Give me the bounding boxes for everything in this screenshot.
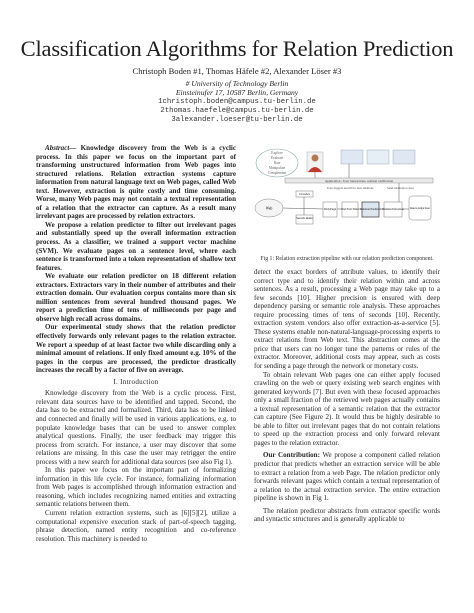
note-user-triggers: User triggers search for new relations xyxy=(327,186,374,190)
contribution-paragraph: Our Contribution: We propose a component called relation predictor that predicts whether an extraction service will be able to extract a relation from a web Page. The relation predictor only forwards relevant pages which contain a textual representation of a relation to the actual extraction service. The entire extraction pipeline is shown in Fig 1. xyxy=(254,451,440,503)
left-column xyxy=(36,144,236,543)
intro-paragraph-2: In this paper we focus on the important part of formalizing information in this life cycle. For instance, formalizing information from Web pages is accomplished through information extraction and reasoning, which includes recognizing named entities and extracting semantic relations between them. xyxy=(36,466,236,509)
right-paragraph-2: To obtain relevant Web pages one can either apply focused crawling on the web or query existing web search engines with generated keywords [7]. But even with these focused approaches only a small fraction of the retrieved web pages actually contains a textual representation of a semantic relation that the extractor can capture (See Figure 2). It would thus be highly desirable to be able to filter out irrelevant pages that do not contain relations to speed up the extraction process and only forward relevant pages to the relation extractor. xyxy=(254,370,440,447)
web-text-filter-label: Web Text Filter xyxy=(341,208,359,211)
cycle-label-complement: Complement xyxy=(267,171,287,175)
user-icon xyxy=(307,152,323,172)
author-email-2: 2thomas.haefele@campus.tu-berlin.de xyxy=(160,107,314,115)
web-page-label: Web Page xyxy=(323,207,337,211)
right-paragraph-4: The relation predictor abstracts from extractor specific words and syntactic structures and is generally applicable to xyxy=(254,506,440,524)
note-send-relations: Send relations to user xyxy=(387,186,414,190)
affiliation-institution: # University of Technology Berlin xyxy=(185,79,289,88)
crawler-label: Crawler xyxy=(299,192,310,197)
application-bar-label: Application / User interactions, relation verification xyxy=(324,178,394,183)
abstract-label: Abstract— xyxy=(45,144,77,152)
intro-paragraph-3: Current relation extraction systems, such as [6][5][2], utilize a computational expensive execution stack of part-of-speech tagging, phrase detection, named entity recognition and co-reference resolution. This machinery is needed to xyxy=(36,508,236,543)
author-email-1: 1christoph.boden@campus.tu-berlin.de xyxy=(158,98,316,106)
cycle-label-evaluate: Evaluate xyxy=(270,156,284,160)
intro-paragraph-1: Knowledge discovery from the Web is a cyclic process. First, relevant data sources have to be identified and tapped. Second, the data has to be extracted and formalized. Third, data has to be linked and connected and finally will be used in various applications, e.g. to populate knowledge bases that can be used to answer complex analytical questions. Finally, the user feedback may trigger this process from scratch. For instance, a user may discover that some relations are missing. In this case the user may retrigger the entire process with a new search for additional data sources (see also Fig 1). xyxy=(36,389,236,466)
abstract-paragraph-2: We propose a relation predictor to filter out irrelevant pages and substantially speed up the overall information extraction process. As a classifier, we trained a support vector machine (SVM). We evaluate pages on a sentence level, where each sentence is transformed into a token representation of shallow text features. xyxy=(36,220,236,272)
abstract-paragraph-1: Abstract— Knowledge discovery from the Web is a cyclic process. In this paper we focus on the important part of transforming unstructured information from Web pages into structured relations. Relation extraction systems capture information from natural language text on Web pages, called Web text. However, extraction is quite costly and time consuming. Worse, many Web pages may not contain a textual representation of a relation that the extractor can capture. As a result many irrelevant pages are processed by relation extractors. xyxy=(36,144,236,221)
paper-title: Classification Algorithms for Relation Prediction xyxy=(20,36,454,61)
cycle-label-manipulate: Manipulate xyxy=(268,166,286,170)
author-list: Christoph Boden #1, Thomas Häfele #2, Alexander Löser #3 xyxy=(132,66,342,76)
web-label: Web xyxy=(265,206,273,211)
cycle-label-rate: Rate xyxy=(273,161,281,165)
cycle-label-explore: Explore xyxy=(271,151,283,155)
relation-predictor-label: Relation Predictor xyxy=(360,208,381,211)
affiliation-address: Einsteinufer 17, 10587 Berlin, Germany xyxy=(175,88,299,97)
abstract-paragraph-3: We evaluate our relation predictor on 18 different relation extractors. Extractors vary in their number of attributes and their extraction domain. Our evaluation corpus contains more than six million sentences from several hundred thousand pages. We report a prediction time of tens of milliseconds per page and observe high recall across domains. xyxy=(36,272,236,323)
search-index-label: Search index xyxy=(296,216,313,220)
section-heading-introduction: I. Introduction xyxy=(113,377,159,386)
author-email-3: 3alexander.loeser@tu-berlin.de xyxy=(171,116,303,124)
knowledge-base-label: Know-ledge base xyxy=(410,207,430,210)
figure-caption: Fig 1: Relation extraction pipeline with our relation prediction component. xyxy=(260,256,434,262)
right-paragraph-1: detect the exact borders of attribute values, to identify their correct type and to identify their relation within and across sentences. As a result, processing a Web page may take up to a few seconds [10]. Higher precision is ensured with deep dependency parsing or semantic role analysis. These approaches require processing times of tens of seconds [10]. Recently, extraction system vendors also offer extraction-as-a-service [5]. These systems enable non-natural-language-processing experts to extract relations from Web text. This abstraction comes at the price that users can no longer tune the patterns or rules of the extractor. Moreover, additional costs may appear, such as costs for sending a page through the network or monetary costs. xyxy=(254,268,440,371)
contribution-label: Our Contribution: xyxy=(263,451,320,460)
relation-extraction-label: Relation Extraction xyxy=(382,208,404,211)
abstract-paragraph-4: Our experimental study shows that the relation predictor effectively forwards only relevant pages to the relation extractor. We report a speedup of at least factor two while discarding only a minimal amount of relations. If only fixed amount e.g. 10% of the pages in the corpus are processed, the predictor drastically increases the recall by a factor of five on average. xyxy=(36,323,236,375)
screen-icons xyxy=(341,150,415,164)
right-column xyxy=(254,268,440,524)
pipeline-figure xyxy=(249,148,437,250)
